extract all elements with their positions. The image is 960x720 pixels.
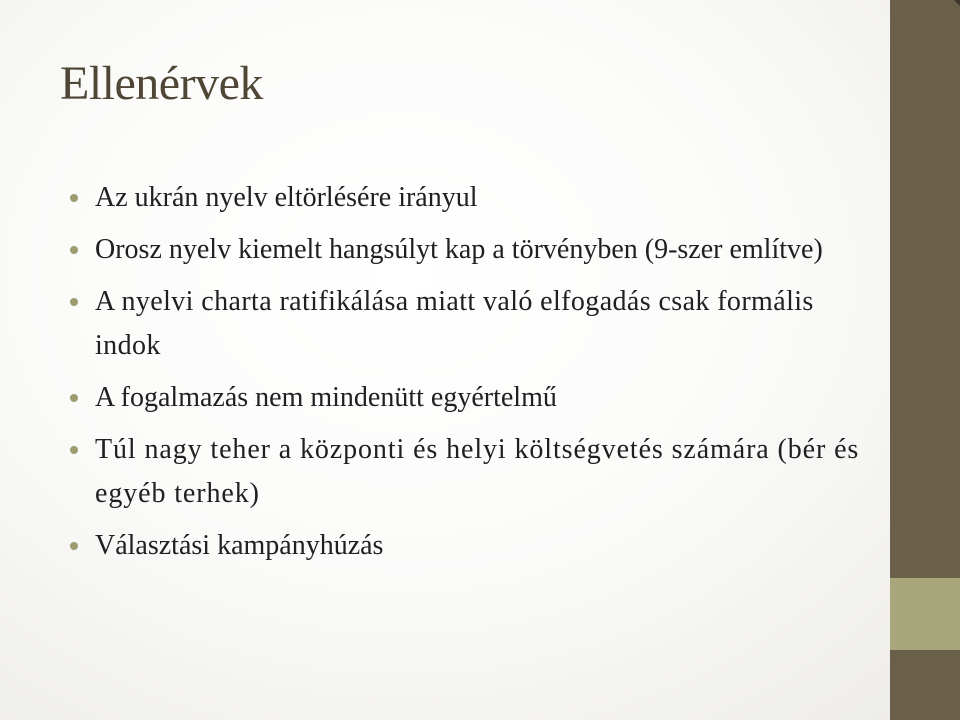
bullet-item xyxy=(70,524,860,568)
decorative-sidebar xyxy=(890,0,960,720)
bullet-item xyxy=(70,376,860,420)
bullet-item xyxy=(70,428,860,516)
bullet-text: A fogalmazás nem mindenütt egyértelmű xyxy=(95,382,557,413)
bullet-list xyxy=(70,176,860,576)
corner-triangle-icon xyxy=(954,0,960,6)
bullet-text: Választási kampányhúzás xyxy=(95,530,384,561)
bullet-dot-icon xyxy=(70,298,78,306)
bullet-item xyxy=(70,228,860,272)
bullet-dot-icon xyxy=(70,446,78,454)
bullet-text: A nyelvi charta ratifikálása miatt való elfogadás csak formális indok xyxy=(95,286,814,361)
bullet-item xyxy=(70,280,860,368)
bullet-dot-icon xyxy=(70,542,78,550)
bullet-text: Orosz nyelv kiemelt hangsúlyt kap a törvényben (9-szer említve) xyxy=(95,234,823,265)
sidebar-dark-band-bottom xyxy=(890,650,960,720)
bullet-dot-icon xyxy=(70,394,78,402)
sidebar-accent-band xyxy=(890,578,960,650)
sidebar-dark-band xyxy=(890,0,960,578)
bullet-text: Túl nagy teher a központi és helyi költségvetés számára (bér és egyéb terhek) xyxy=(95,434,860,509)
bullet-dot-icon xyxy=(70,194,78,202)
bullet-dot-icon xyxy=(70,246,78,254)
bullet-item xyxy=(70,176,860,220)
bullet-text: Az ukrán nyelv eltörlésére irányul xyxy=(95,182,478,213)
slide-title: Ellenérvek xyxy=(60,57,263,110)
